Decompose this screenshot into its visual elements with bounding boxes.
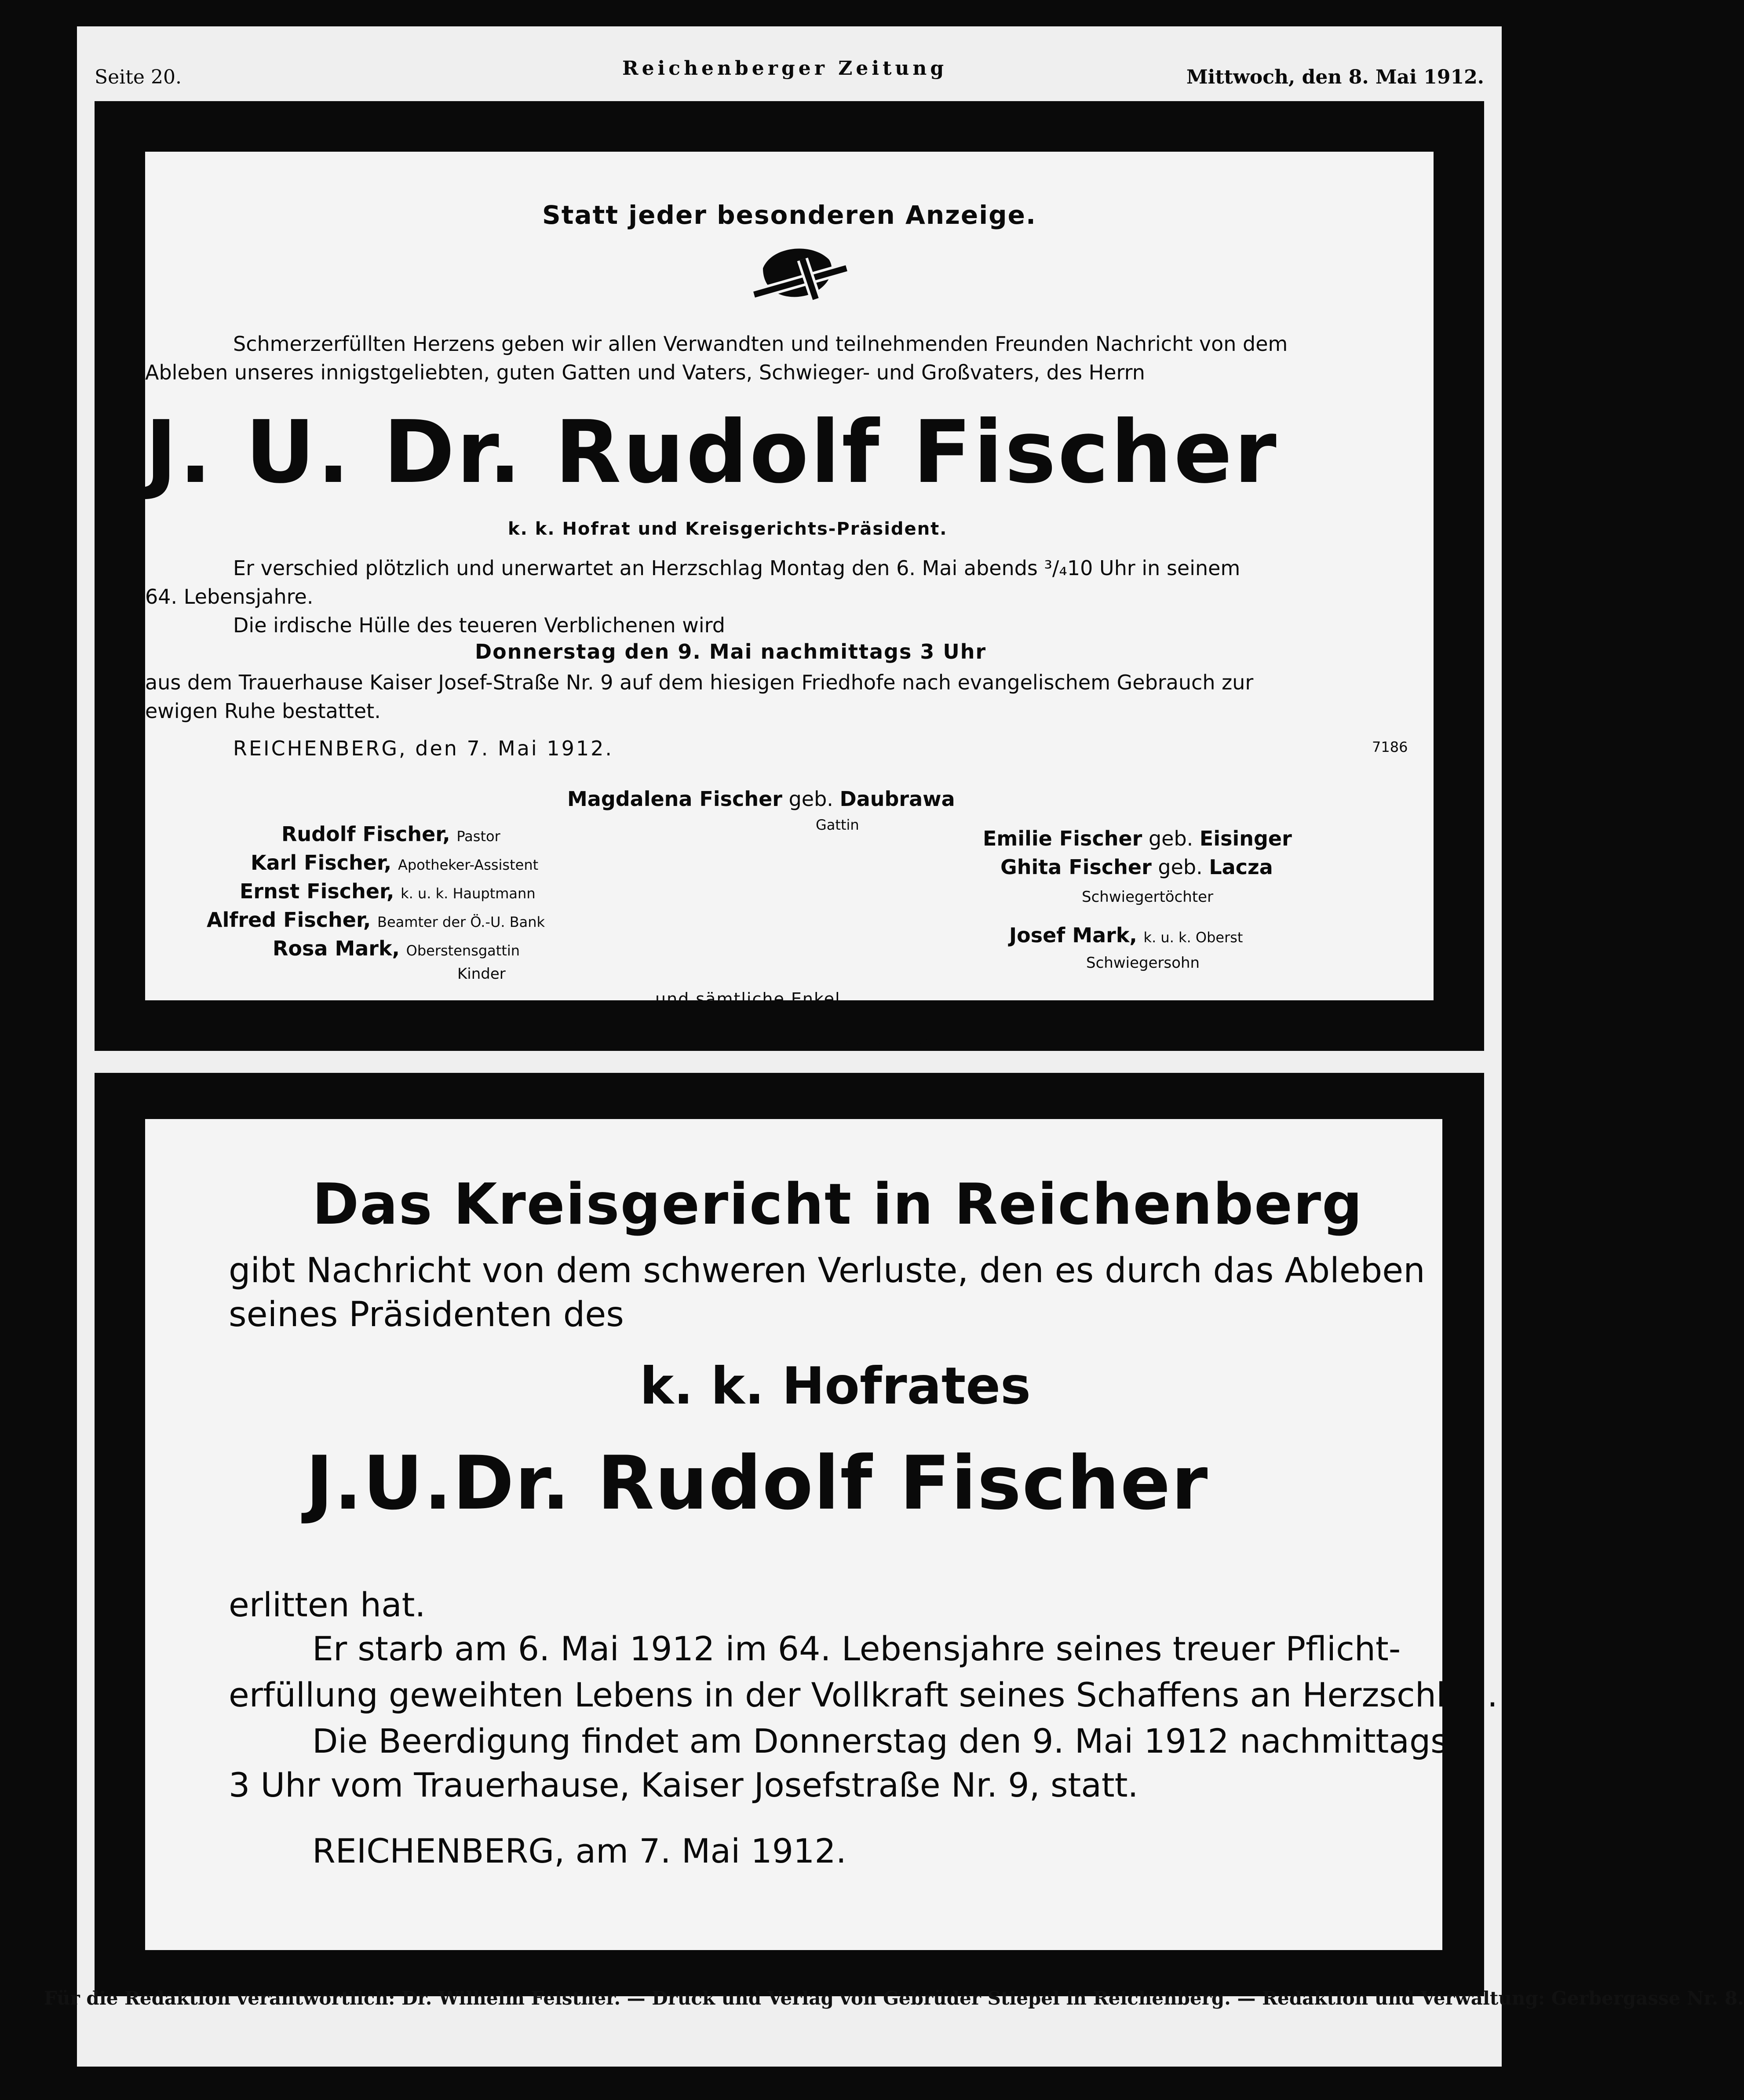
court-body-2: erfüllung geweihten Lebens in der Vollkraft seines Schaffens an Herzschlag. [229, 1675, 1498, 1714]
remains-line: Die irdische Hülle des teueren Verblichenen wird [233, 613, 725, 637]
daughters-in-law-label: Schwiegertöchter [1082, 888, 1214, 906]
death-line-2: 64. Lebensjahre. [145, 585, 314, 609]
undertaker-credit: Robert Pfaudes Leichenbestattungs-Unternehmung „Entreprise des pompes funèbres“. [519, 1035, 948, 1046]
child-name: Rosa Mark, [273, 937, 400, 960]
court-place-date: REICHENBERG, am 7. Mai 1912. [312, 1831, 846, 1870]
newspaper-page [77, 26, 1502, 2067]
court-notice-border [95, 1073, 1498, 1996]
court-notice [145, 1119, 1498, 1950]
widow-name: Magdalena Fischer [567, 787, 782, 811]
child-role: Beamter der Ö.-U. Bank [377, 914, 545, 930]
child-5 [273, 937, 520, 960]
funeral-line-1: aus dem Trauerhause Kaiser Josef-Straße Nr. 9 auf dem hiesigen Friedhofe nach evangelischem Gebrauch zur [145, 671, 1254, 694]
child-name: Rudolf Fischer, [281, 822, 450, 846]
intro-line-2: Ableben unseres innigstgeliebten, guten Gatten und Vaters, Schwieger- und Großvaters, des Herrn [145, 361, 1145, 384]
obituary-kicker: Statt jeder besonderen Anzeige. [542, 200, 1036, 230]
child-role: Oberstensgattin [406, 942, 520, 959]
intro-line-1: Schmerzerfüllten Herzens geben wir allen Verwandten und teilnehmenden Freunden Nachricht von dem [233, 332, 1288, 356]
dil-maiden: Eisinger [1199, 827, 1292, 850]
widow-maiden: Daubrawa [839, 787, 955, 811]
cross-with-wreath-icon [745, 242, 851, 308]
court-suffered: erlitten hat. [229, 1585, 426, 1624]
issue-date: Mittwoch, den 8. Mai 1912. [1186, 66, 1484, 88]
child-3 [240, 879, 536, 903]
court-deceased-title: k. k. Hofrates [640, 1356, 1031, 1416]
page-number: Seite 20. [95, 66, 182, 88]
newspaper-title: Reichenberger Zeitung [622, 57, 948, 80]
son-in-law-label: Schwiegersohn [1086, 954, 1200, 972]
death-line-1: Er verschied plötzlich und unerwartet an Herzschlag Montag den 6. Mai abends ³/₄10 Uhr in seinem [233, 556, 1241, 580]
child-2 [251, 851, 538, 875]
widow-geb: geb. [788, 787, 833, 811]
child-role: Apotheker-Assistent [398, 857, 539, 873]
funeral-line-2: ewigen Ruhe bestattet. [145, 699, 381, 723]
deceased-name: J. U. Dr. Rudolf Fischer [145, 402, 1278, 503]
son-in-law [1009, 923, 1243, 947]
ad-number: 7186 [1372, 739, 1408, 755]
deceased-title: k. k. Hofrat und Kreisgerichts-Präsident. [508, 519, 948, 539]
widow-role: Gattin [816, 817, 859, 833]
dil-geb: geb. [1158, 855, 1203, 879]
child-name: Karl Fischer, [251, 851, 392, 875]
family-obituary [145, 152, 1434, 1046]
court-line-2: seines Präsidenten des [229, 1295, 624, 1334]
son-in-law-name: Josef Mark, [1009, 923, 1137, 947]
family-obituary-border [95, 101, 1484, 1051]
imprint-footer: Für die Redaktion verantwortlich: Dr. Wilhelm Feistner. — Druck und Verlag von Gebrüder Stiepel in Reichenberg. — Redaktion und Verwaltung: Gerbergasse Nr. 8. [44, 1987, 1744, 2009]
court-body-1: Er starb am 6. Mai 1912 im 64. Lebensjahre seines treuer Pflicht- [312, 1629, 1401, 1668]
widow [567, 787, 955, 811]
child-1 [281, 822, 500, 846]
court-line-1: gibt Nachricht von dem schweren Verluste, den es durch das Ableben [229, 1251, 1425, 1291]
funeral-time: Donnerstag den 9. Mai nachmittags 3 Uhr [475, 640, 987, 664]
dil-name: Ghita Fischer [1000, 855, 1152, 879]
court-deceased-name: J.U.Dr. Rudolf Fischer [306, 1440, 1209, 1526]
place-date: REICHENBERG, den 7. Mai 1912. [233, 736, 614, 760]
dil-name: Emilie Fischer [983, 827, 1142, 850]
child-name: Alfred Fischer, [207, 908, 371, 932]
grandchildren: und sämtliche Enkel. [655, 989, 847, 1009]
daughter-in-law-2 [1000, 855, 1273, 879]
court-body-3: Die Beerdigung findet am Donnerstag den 9. Mai 1912 nachmittags [312, 1721, 1448, 1761]
daughter-in-law-1 [983, 827, 1292, 850]
son-in-law-role: k. u. k. Oberst [1143, 929, 1243, 946]
page-header [77, 26, 1502, 97]
child-name: Ernst Fischer, [240, 879, 394, 903]
child-role: k. u. k. Hauptmann [401, 885, 536, 902]
children-label: Kinder [457, 965, 506, 983]
dil-maiden: Lacza [1209, 855, 1273, 879]
court-body-4: 3 Uhr vom Trauerhause, Kaiser Josefstraße Nr. 9, statt. [229, 1765, 1138, 1805]
dil-geb: geb. [1148, 827, 1193, 850]
child-role: Pastor [456, 828, 500, 845]
child-4 [207, 908, 545, 932]
court-heading: Das Kreisgericht in Reichenberg [312, 1172, 1363, 1237]
